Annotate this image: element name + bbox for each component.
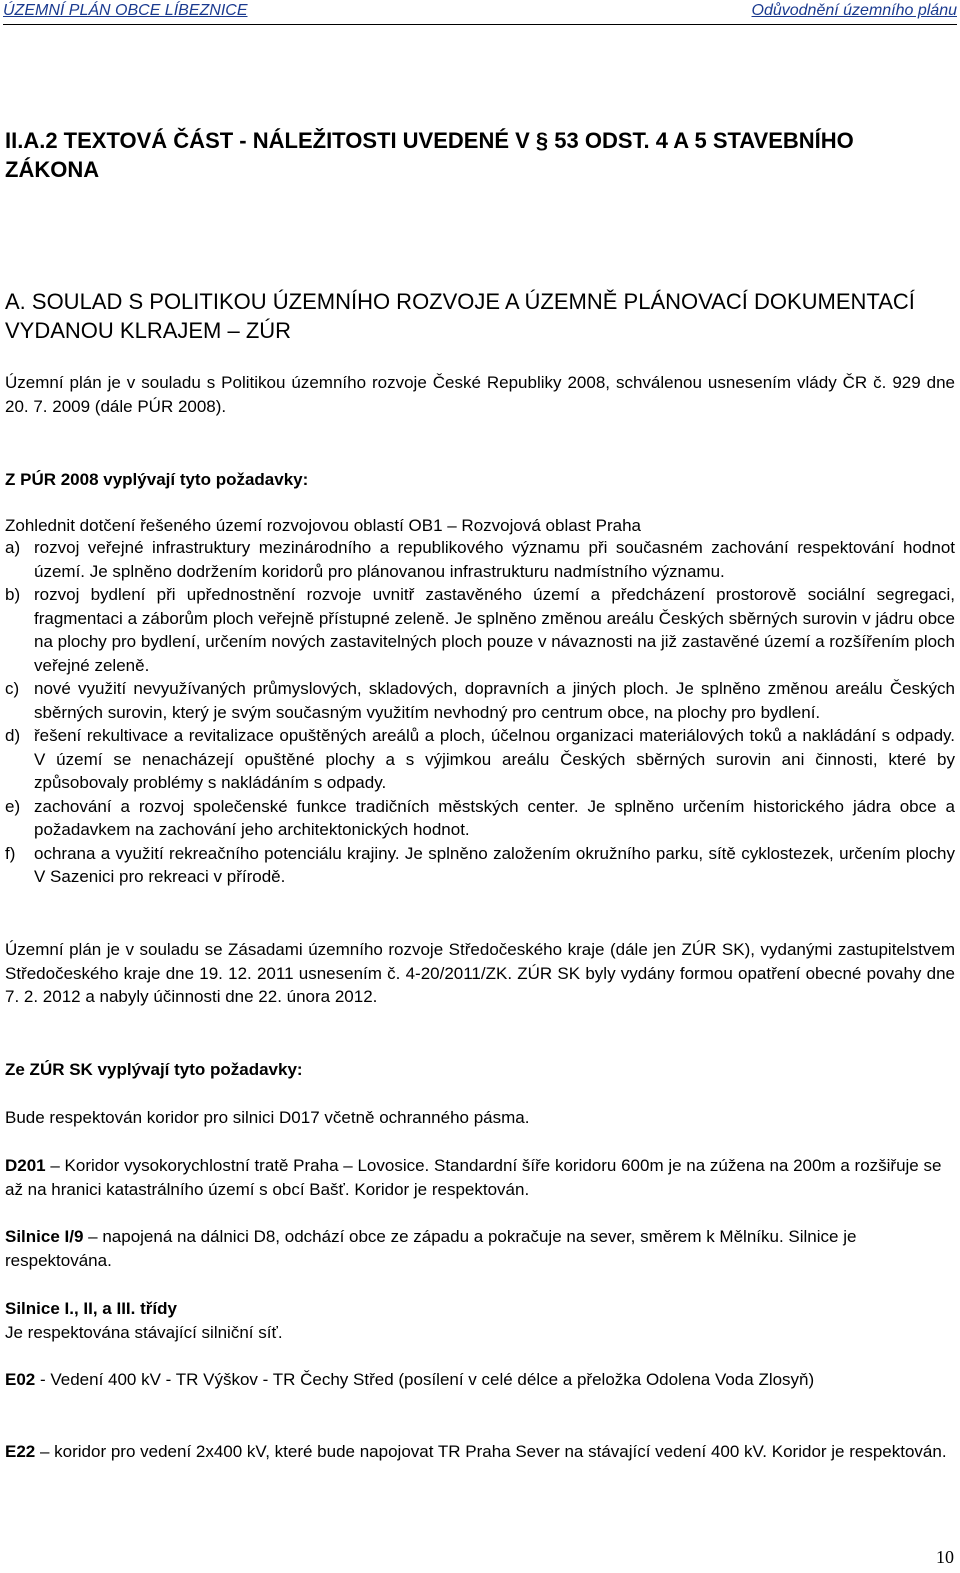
header-document-title: ÚZEMNÍ PLÁN OBCE LÍBEZNICE: [3, 2, 248, 19]
zur-compliance-paragraph: Územní plán je v souladu se Zásadami územního rozvoje Středočeského kraje (dále jen ZÚR SK), vydanými zastupitelstvem Středočeského kraje dne 19. 12. 2011 usnesením č. 4-20/2011/ZK. ZÚR SK byly vydány formou opatření obecné povahy dne 7. 2. 2012 a nabyly účinnosti dne 22. února 2012.: [5, 940, 955, 1006]
list-item-text: rozvoj bydlení při upřednostnění rozvoje uvnitř zastavěného území a předcházení prostorově sociální segregaci, fragmentaci a záborům ploch veřejně přístupné zeleně. Je splněno změnou areálu Českých sběrných surovin v jádru obce na plochy pro bydlení, určením nových zastavitelných ploch pouze v návaznosti na již zastavěné území a rozšířením ploch veřejné zeleně.: [34, 585, 955, 675]
list-item-marker: d): [5, 726, 21, 745]
list-item-text: rozvoj veřejné infrastruktury mezinárodního a republikového významu při současném zachování respektování hodnot území. Je splněno dodržením koridorů pro plánovanou infrastrukturu nadmístního významu.: [34, 538, 955, 581]
list-item: [5, 842, 955, 889]
list-item-marker: f): [5, 843, 16, 863]
list-item-marker: b): [5, 585, 21, 604]
zur-item-label: D201: [5, 1156, 46, 1175]
list-item-text: zachování a rozvoj společenské funkce tradičních městských center. Je splněno určením historického jádra obce a požadavkem na zachování jeho architektonických hodnot.: [34, 796, 955, 839]
list-item-marker: e): [5, 796, 21, 816]
zur-item-label: Silnice I/9: [5, 1227, 84, 1246]
pur-requirements-heading: Z PÚR 2008 vyplývají tyto požadavky:: [5, 470, 309, 489]
zur-item-label: E22: [5, 1442, 36, 1461]
section-a-intro: Územní plán je v souladu s Politikou územního rozvoje České Republiky 2008, schválenou usnesením vlády ČR č. 929 dne 20. 7. 2009 (dále PÚR 2008).: [5, 373, 955, 416]
section-a-title: A. SOULAD S POLITIKOU ÚZEMNÍHO ROZVOJE A ÚZEMNĚ PLÁNOVACÍ DOKUMENTACÍ VYDANOU KLRAJEM – ZÚR: [5, 289, 915, 343]
list-item-marker: c): [5, 679, 20, 698]
zur-item-e22: [5, 1440, 955, 1464]
zur-item-i9: [5, 1225, 955, 1272]
list-item: [5, 677, 955, 724]
zur-item-text: – koridor pro vedení 2x400 kV, které bude napojovat TR Praha Sever na stávající vedení 400 kV. Koridor je respektován.: [35, 1442, 947, 1461]
page-number: 10: [936, 1547, 954, 1567]
list-item-text: ochrana a využití rekreačního potenciálu krajiny. Je splněno založením okružního parku, sítě cyklostezek, určením plochy V Sazenici pro rekreaci v přírodě.: [34, 843, 955, 886]
main-title: II.A.2 TEXTOVÁ ČÁST - NÁLEŽITOSTI UVEDENÉ V § 53 ODST. 4 A 5 STAVEBNÍHO ZÁKONA: [5, 128, 854, 182]
header-document-section: Odůvodnění územního plánu: [751, 2, 957, 19]
zur-requirements-intro: Bude respektován koridor pro silnici D017 včetně ochranného pásma.: [5, 1108, 530, 1127]
zur-item-label: E02: [5, 1370, 36, 1389]
list-item: [5, 724, 955, 795]
list-item-marker: a): [5, 538, 21, 557]
zur-item-roads: [5, 1297, 955, 1344]
zur-item-e02: [5, 1368, 955, 1392]
list-item-text: řešení rekultivace a revitalizace opuštěných areálů a ploch, účelnou organizaci materiálových toků a nakládání s odpady. V území se nenacházejí opuštěné plochy a s výjimkou areálu Českých sběrných surovin ani činnosti, které by způsobovaly problémy s nakládáním s odpady.: [34, 726, 955, 792]
pur-requirements-intro: Zohlednit dotčení řešeného území rozvojovou oblastí OB1 – Rozvojová oblast Praha: [5, 516, 641, 535]
zur-requirements-heading: Ze ZÚR SK vyplývají tyto požadavky:: [5, 1060, 303, 1079]
list-item-text: nové využití nevyužívaných průmyslových, skladových, dopravních a jiných ploch. Je splněno změnou areálu Českých sběrných surovin, který je svým současným využitím nevhodný pro centrum obce, na plochy pro bydlení.: [34, 679, 955, 722]
zur-item-label: Silnice I., II, a III. třídy: [5, 1299, 177, 1318]
zur-item-text: - Vedení 400 kV - TR Výškov - TR Čechy Střed (posílení v celé délce a přeložka Odolena Voda Zlosyň): [35, 1370, 815, 1389]
list-item: [5, 583, 955, 677]
list-item: [5, 536, 955, 583]
zur-item-d201: [5, 1154, 955, 1201]
list-item: [5, 795, 955, 842]
zur-item-text: – napojená na dálnici D8, odchází obce ze západu a pokračuje na sever, směrem k Mělníku. Silnice je respektována.: [5, 1227, 857, 1270]
zur-item-text: – Koridor vysokorychlostní tratě Praha – Lovosice. Standardní šíře koridoru 600m je na zúžena na 200m a rozšiřuje se až na hranici katastrálního území s obcí Bašť. Koridor je respektován.: [5, 1156, 942, 1199]
page-header: [3, 0, 957, 25]
zur-item-text: Je respektována stávající silniční síť.: [5, 1322, 283, 1342]
pur-requirements-list: [5, 536, 955, 889]
